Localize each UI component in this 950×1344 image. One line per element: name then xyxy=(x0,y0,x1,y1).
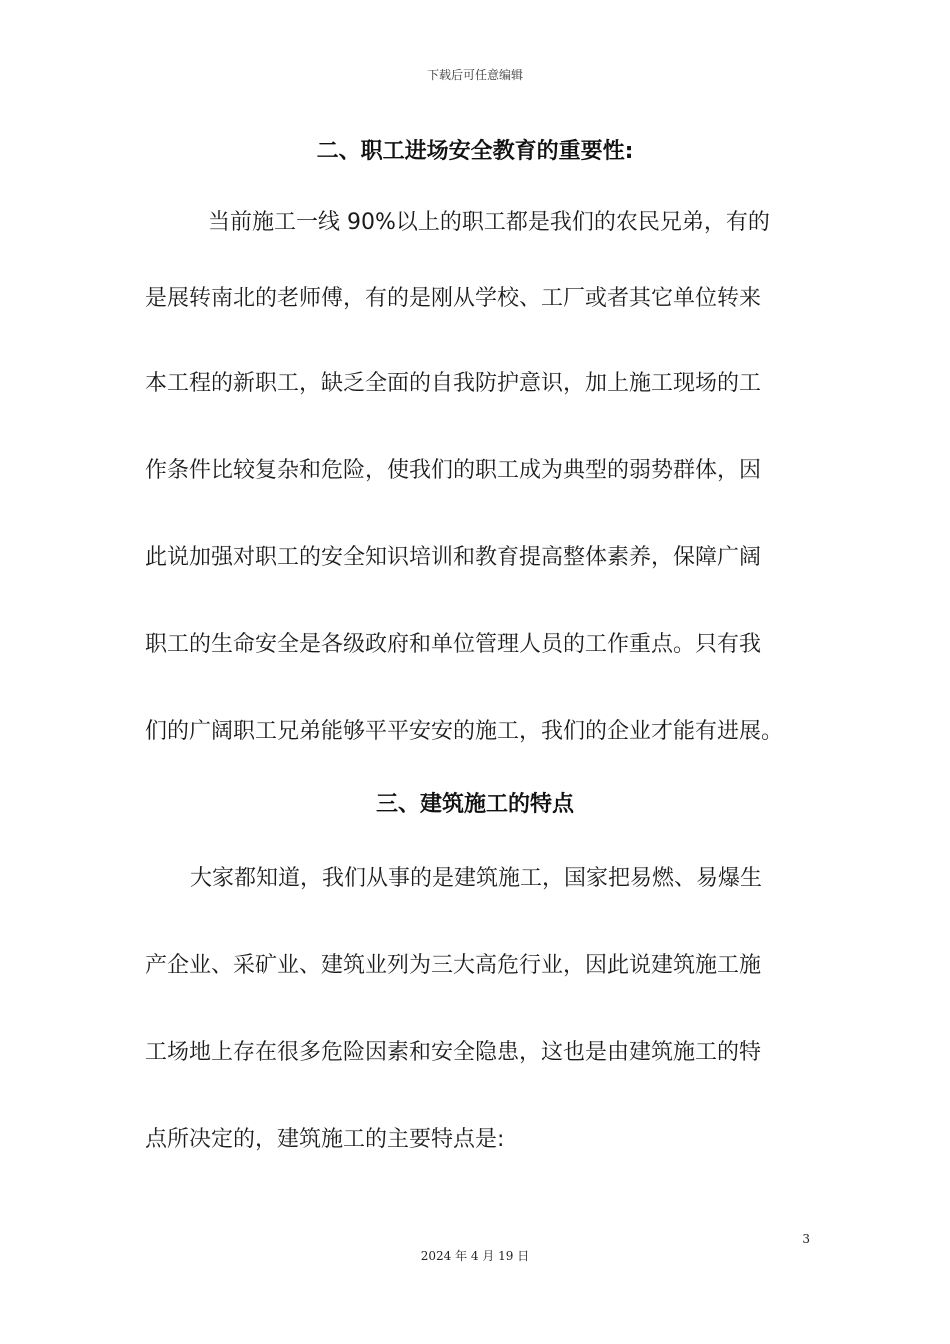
paragraph-line: 工场地上存在很多危险因素和安全隐患，这也是由建筑施工的特 xyxy=(145,1040,762,1065)
paragraph-line: 产企业、采矿业、建筑业列为三大高危行业，因此说建筑施工施 xyxy=(145,953,762,978)
section-heading-importance: 二、职工进场安全教育的重要性: xyxy=(316,139,634,164)
paragraph-line: 点所决定的，建筑施工的主要特点是: xyxy=(145,1127,505,1152)
paragraph-line: 此说加强对职工的安全知识培训和教育提高整体素养，保障广阔 xyxy=(145,545,762,570)
footer-date: 2024 年 4 月 19 日 xyxy=(420,1249,530,1263)
paragraph-line: 们的广阔职工兄弟能够平平安安的施工，我们的企业才能有进展。 xyxy=(145,719,784,744)
page-number: 3 xyxy=(802,1232,810,1246)
paragraph-line: 当前施工一线 90%以上的职工都是我们的农民兄弟，有的 xyxy=(208,210,770,235)
section-heading-characteristics: 三、建筑施工的特点 xyxy=(375,792,574,817)
paragraph-line: 大家都知道，我们从事的是建筑施工，国家把易燃、易爆生 xyxy=(190,866,763,891)
paragraph-line: 本工程的新职工，缺乏全面的自我防护意识，加上施工现场的工 xyxy=(145,371,762,396)
paragraph-line: 作条件比较复杂和危险，使我们的职工成为典型的弱势群体，因 xyxy=(145,458,762,483)
paragraph-line: 是展转南北的老师傅，有的是刚从学校、工厂或者其它单位转来 xyxy=(145,286,762,311)
paragraph-line: 职工的生命安全是各级政府和单位管理人员的工作重点。只有我 xyxy=(145,632,762,657)
header-note: 下载后可任意编辑 xyxy=(426,68,523,82)
